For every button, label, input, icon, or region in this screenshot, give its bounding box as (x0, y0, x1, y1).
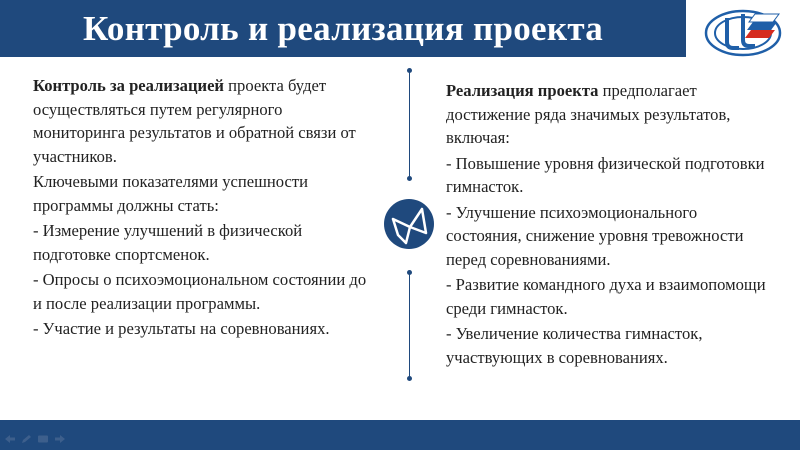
divider-top (409, 70, 410, 178)
footer-bar (0, 420, 800, 450)
left-item-2: - Опросы о психоэмоциональном состоянии до и после реализации программы. (33, 270, 367, 313)
right-intro-bold: Реализация проекта (446, 81, 599, 100)
left-column (33, 74, 378, 341)
right-item-4: - Увеличение количества гимнасток, участвующих в соревнованиях. (446, 324, 703, 367)
university-logo (703, 6, 791, 58)
left-item-3: - Участие и результаты на соревнованиях. (33, 319, 330, 338)
divider-bottom (409, 272, 410, 378)
next-arrow-icon[interactable] (54, 434, 66, 444)
prev-arrow-icon[interactable] (4, 434, 16, 444)
right-item-1: - Повышение уровня физической подготовки гимнасток. (446, 153, 765, 196)
divider-dot-bottom (407, 376, 412, 381)
left-indicators-intro: Ключевыми показателями успешности программы должны стать: (33, 172, 309, 215)
right-column (446, 79, 776, 369)
pen-icon[interactable] (20, 434, 32, 444)
divider-dot-mid-top (407, 176, 412, 181)
left-intro (33, 74, 378, 168)
right-item-3: - Развитие командного духа и взаимопомощи среди гимнасток. (446, 275, 766, 318)
network-circle-icon (384, 199, 434, 249)
left-intro-bold: Контроль за реализацией (33, 76, 224, 95)
slide-title: Контроль и реализация проекта (82, 9, 604, 48)
right-item-2: - Улучшение психоэмоционального состояния, снижение уровня тревожности перед соревнованиями. (446, 202, 744, 269)
menu-icon[interactable] (37, 434, 49, 444)
divider-dot-mid-bottom (407, 270, 412, 275)
right-intro-rest: предполагает достижение ряда значимых результатов, включая: (446, 81, 731, 147)
right-intro (446, 79, 776, 150)
left-item-1: - Измерение улучшений в физической подготовке спортсменок. (33, 221, 303, 264)
divider-dot-top (407, 68, 412, 73)
left-intro-rest: проекта будет осуществляться путем регулярного мониторинга результатов и обратной связи от участников. (33, 76, 356, 166)
